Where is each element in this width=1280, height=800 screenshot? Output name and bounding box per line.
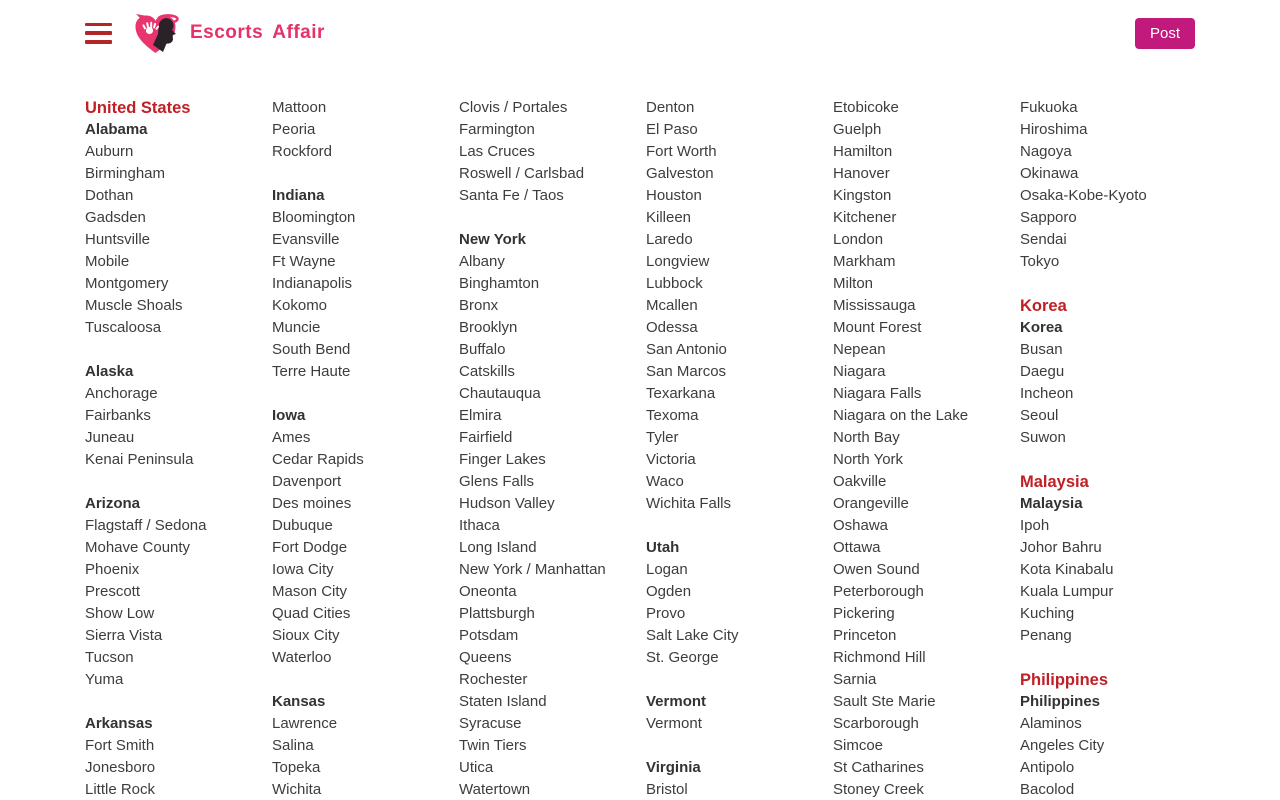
city-link[interactable]: San Antonio [646,341,727,358]
city-link[interactable]: Scarborough [833,715,919,732]
state-header: Arkansas [85,715,153,732]
city-link[interactable]: Princeton [833,627,897,644]
city-link[interactable]: Oakville [833,473,887,490]
city-link[interactable]: Rockford [272,143,333,160]
city-link[interactable]: Bloomington [272,209,356,226]
city-link[interactable]: Suwon [1020,429,1066,446]
city-link[interactable]: Ipoh [1020,517,1050,534]
city-link[interactable]: Okinawa [1020,165,1079,182]
city-link[interactable]: Anchorage [85,385,158,402]
city-link[interactable]: Chautauqua [459,385,541,402]
city-link[interactable]: El Paso [646,121,698,138]
city-link[interactable]: Nagoya [1020,143,1072,160]
country-header: Philippines [1020,671,1109,689]
city-link[interactable]: Catskills [459,363,515,380]
city-link[interactable]: Mohave County [85,539,191,556]
country-header: United States [85,99,191,117]
city-link[interactable]: Albany [459,253,505,270]
state-header: Vermont [646,693,707,710]
city-link[interactable]: Tyler [646,429,679,446]
city-link[interactable]: Utica [459,759,494,776]
state-header: Virginia [646,759,701,776]
city-link[interactable]: Watertown [459,781,531,798]
city-link[interactable]: Buffalo [459,341,506,358]
city-link[interactable]: Odessa [646,319,698,336]
topbar [0,0,1280,66]
city-link[interactable]: Penang [1020,627,1072,644]
city-link[interactable]: Seoul [1020,407,1059,424]
city-link[interactable]: Yuma [85,671,124,688]
country-header: Korea [1020,297,1067,315]
city-link[interactable]: Muscle Shoals [85,297,183,314]
city-link[interactable]: Prescott [85,583,141,600]
city-link[interactable]: Hamilton [833,143,893,160]
city-link[interactable]: Simcoe [833,737,884,754]
directory-column [85,97,272,800]
city-link[interactable]: Fairfield [459,429,513,446]
city-link[interactable]: Des moines [272,495,352,512]
city-link[interactable]: Huntsville [85,231,151,248]
directory-column [646,97,833,800]
city-link[interactable]: Staten Island [459,693,547,710]
city-link[interactable]: Galveston [646,165,714,182]
city-link[interactable]: Finger Lakes [459,451,546,468]
state-header: Philippines [1020,693,1101,710]
state-header: Alabama [85,121,148,138]
city-link[interactable]: Gadsden [85,209,146,226]
city-link[interactable]: Tuscaloosa [85,319,162,336]
city-link[interactable]: Tokyo [1020,253,1060,270]
city-link[interactable]: Birmingham [85,165,166,182]
city-link[interactable]: Glens Falls [459,473,535,490]
city-link[interactable]: Pickering [833,605,895,622]
spacer [272,163,459,185]
city-link[interactable]: Osaka-Kobe-Kyoto [1020,187,1147,204]
state-header: Indiana [272,187,325,204]
city-link[interactable]: Wichita [272,781,322,798]
city-link[interactable]: Montgomery [85,275,169,292]
city-link[interactable]: Auburn [85,143,134,160]
directory-column [833,97,1020,800]
city-link[interactable]: Sierra Vista [85,627,163,644]
spacer [1020,449,1207,471]
directory-column [459,97,646,800]
city-link[interactable]: Niagara Falls [833,385,922,402]
city-link[interactable]: Milton [833,275,874,292]
brand-name: Escorts Affair [190,22,325,43]
city-link[interactable]: London [833,231,884,248]
state-header: Kansas [272,693,326,710]
city-link[interactable]: Ft Wayne [272,253,336,270]
city-link[interactable]: Fort Dodge [272,539,348,556]
city-link[interactable]: Jonesboro [85,759,156,776]
city-link[interactable]: Peterborough [833,583,924,600]
city-link[interactable]: Stoney Creek [833,781,924,798]
spacer [1020,273,1207,295]
city-link[interactable]: Waco [646,473,684,490]
state-header: Arizona [85,495,141,512]
city-link[interactable]: St. George [646,649,719,666]
city-link[interactable]: Sioux City [272,627,340,644]
city-link[interactable]: Mcallen [646,297,698,314]
spacer [1020,647,1207,669]
city-link[interactable]: San Marcos [646,363,727,380]
city-link[interactable]: Bronx [459,297,499,314]
city-link[interactable]: Kokomo [272,297,328,314]
city-link[interactable]: Plattsburgh [459,605,535,622]
city-link[interactable]: Markham [833,253,896,270]
city-link[interactable]: Denton [646,99,695,116]
city-link[interactable]: Killeen [646,209,692,226]
city-link[interactable]: Santa Fe / Taos [459,187,564,204]
city-link[interactable]: Provo [646,605,686,622]
city-link[interactable]: Tucson [85,649,134,666]
city-link[interactable]: Mobile [85,253,130,270]
city-link[interactable]: Long Island [459,539,537,556]
city-link[interactable]: Orangeville [833,495,909,512]
city-link[interactable]: Sault Ste Marie [833,693,936,710]
city-link[interactable]: Bristol [646,781,688,798]
city-link[interactable]: Terre Haute [272,363,351,380]
city-link[interactable]: Juneau [85,429,135,446]
city-link[interactable]: Etobicoke [833,99,899,116]
city-link[interactable]: Binghamton [459,275,540,292]
city-link[interactable]: Indianapolis [272,275,353,292]
spacer [272,669,459,691]
city-link[interactable]: Daegu [1020,363,1065,380]
city-link[interactable]: Sarnia [833,671,877,688]
city-link[interactable]: Salina [272,737,314,754]
post-button[interactable]: Post [1135,18,1195,49]
spacer [646,735,833,757]
city-link[interactable]: Twin Tiers [459,737,527,754]
city-link[interactable]: Laredo [646,231,693,248]
city-link[interactable]: Guelph [833,121,882,138]
city-link[interactable]: North Bay [833,429,900,446]
spacer [646,515,833,537]
city-link[interactable]: Farmington [459,121,535,138]
city-link[interactable]: Oshawa [833,517,889,534]
city-link[interactable]: Kitchener [833,209,897,226]
city-link[interactable]: Clovis / Portales [459,99,568,116]
city-link[interactable]: Ogden [646,583,692,600]
hamburger-bar [85,23,112,27]
city-link[interactable]: Kuala Lumpur [1020,583,1114,600]
city-link[interactable]: Niagara [833,363,886,380]
city-link[interactable]: Busan [1020,341,1063,358]
city-link[interactable]: Elmira [459,407,502,424]
city-link[interactable]: Hiroshima [1020,121,1088,138]
spacer [272,383,459,405]
city-link[interactable]: Mattoon [272,99,327,116]
spacer [85,691,272,713]
city-link[interactable]: Johor Bahru [1020,539,1102,556]
city-link[interactable]: Lubbock [646,275,703,292]
city-link[interactable]: Vermont [646,715,702,732]
state-header: Malaysia [1020,495,1083,512]
city-link[interactable]: Sendai [1020,231,1067,248]
city-link[interactable]: Mount Forest [833,319,922,336]
city-link[interactable]: Texarkana [646,385,716,402]
city-link[interactable]: Wichita Falls [646,495,732,512]
city-link[interactable]: Niagara on the Lake [833,407,969,424]
city-link[interactable]: Phoenix [85,561,140,578]
city-link[interactable]: Potsdam [459,627,519,644]
city-link[interactable]: St Catharines [833,759,924,776]
state-header: Utah [646,539,680,556]
city-link[interactable]: Mississauga [833,297,916,314]
hamburger-bar [85,31,112,35]
brand-logo[interactable] [133,12,325,55]
hamburger-menu-icon[interactable] [85,22,112,45]
city-link[interactable]: Nepean [833,341,886,358]
city-link[interactable]: Ithaca [459,517,500,534]
city-link[interactable]: Cedar Rapids [272,451,364,468]
city-link[interactable]: Evansville [272,231,340,248]
state-header: Alaska [85,363,134,380]
city-link[interactable]: Dubuque [272,517,333,534]
state-header: New York [459,231,526,248]
city-link[interactable]: Kota Kinabalu [1020,561,1114,578]
city-link[interactable]: Iowa City [272,561,334,578]
city-link[interactable]: Salt Lake City [646,627,739,644]
city-link[interactable]: New York / Manhattan [459,561,606,578]
city-link[interactable]: Quad Cities [272,605,351,622]
spacer [459,207,646,229]
spacer [85,471,272,493]
city-link[interactable]: Bacolod [1020,781,1075,798]
city-link[interactable]: North York [833,451,904,468]
city-link[interactable]: Fukuoka [1020,99,1078,116]
city-link[interactable]: Texoma [646,407,699,424]
city-link[interactable]: Waterloo [272,649,332,666]
location-directory [85,97,1280,800]
city-link[interactable]: Kenai Peninsula [85,451,194,468]
country-header: Malaysia [1020,473,1089,491]
city-link[interactable]: Syracuse [459,715,522,732]
city-link[interactable]: Ottawa [833,539,881,556]
city-link[interactable]: Davenport [272,473,342,490]
city-link[interactable]: Las Cruces [459,143,535,160]
city-link[interactable]: Incheon [1020,385,1074,402]
city-link[interactable]: Flagstaff / Sedona [85,517,207,534]
city-link[interactable]: Angeles City [1020,737,1105,754]
city-link[interactable]: Richmond Hill [833,649,926,666]
city-link[interactable]: Mason City [272,583,348,600]
city-link[interactable]: Queens [459,649,512,666]
directory-column [1020,97,1207,800]
city-link[interactable]: Owen Sound [833,561,920,578]
city-link[interactable]: Topeka [272,759,321,776]
city-link[interactable]: Oneonta [459,583,517,600]
hamburger-bar [85,40,112,44]
city-link[interactable]: Peoria [272,121,316,138]
city-link[interactable]: Fort Worth [646,143,717,160]
city-link[interactable]: Little Rock [85,781,156,798]
city-link[interactable]: Hanover [833,165,890,182]
city-link[interactable]: Roswell / Carlsbad [459,165,585,182]
city-link[interactable]: Muncie [272,319,321,336]
city-link[interactable]: Rochester [459,671,528,688]
city-link[interactable]: Show Low [85,605,155,622]
city-link[interactable]: Lawrence [272,715,338,732]
state-header: Korea [1020,319,1063,336]
city-link[interactable]: Brooklyn [459,319,518,336]
directory-column [272,97,459,800]
spacer [646,669,833,691]
spacer [85,339,272,361]
city-link[interactable]: Kingston [833,187,892,204]
city-link[interactable]: Hudson Valley [459,495,555,512]
city-link[interactable]: Ames [272,429,311,446]
city-link[interactable]: Alaminos [1020,715,1082,732]
city-link[interactable]: Victoria [646,451,696,468]
city-link[interactable]: Fairbanks [85,407,151,424]
city-link[interactable]: Logan [646,561,688,578]
state-header: Iowa [272,407,306,424]
city-link[interactable]: Dothan [85,187,134,204]
city-link[interactable]: Kuching [1020,605,1075,622]
city-link[interactable]: Fort Smith [85,737,155,754]
city-link[interactable]: Sapporo [1020,209,1077,226]
city-link[interactable]: Antipolo [1020,759,1075,776]
city-link[interactable]: Houston [646,187,702,204]
city-link[interactable]: Longview [646,253,710,270]
city-link[interactable]: South Bend [272,341,351,358]
heart-halo-logo-icon [133,12,181,55]
